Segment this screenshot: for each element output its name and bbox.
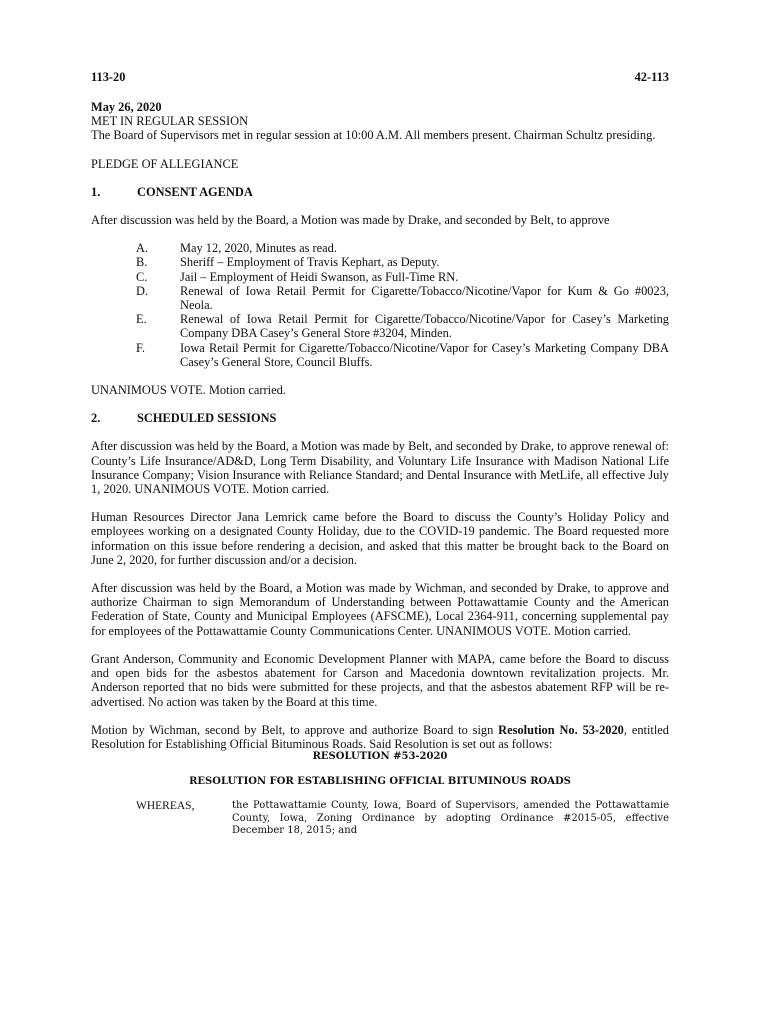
section-title: CONSENT AGENDA [137,184,253,199]
item-text: Renewal of Iowa Retail Permit for Cigarette/Tobacco/Nicotine/Vapor for Casey’s Marketing Company DBA Casey’s General Store #3204, Minden. [180,312,669,341]
meeting-intro: The Board of Supervisors met in regular session at 10:00 A.M. All members present. Chairman Schultz presiding. [91,128,656,143]
list-item [91,270,669,284]
item-letter: F. [136,340,145,355]
whereas-label: WHEREAS, [136,800,195,813]
page-header-right: 42-113 [634,70,669,84]
resolution-number: Resolution No. 53-2020 [498,722,624,737]
paragraph-holiday-policy: Human Resources Director Jana Lemrick came before the Board to discuss the County’s Holiday Policy and employees working on a designated County Holiday, due to the COVID-19 pandemic. The Board requested more information on this issue before rendering a decision, and asked that this matter be brought back to the Board on June 2, 2020, for further discussion and/or a decision. [91,510,669,567]
consent-items-list [91,241,669,369]
list-item [91,284,669,312]
list-item [91,255,669,269]
whereas-clause [91,800,669,838]
list-item [91,341,669,369]
page-header [91,70,669,84]
item-letter: D. [136,283,149,298]
pledge-line: PLEDGE OF ALLEGIANCE [91,156,239,171]
item-text: Renewal of Iowa Retail Permit for Cigarette/Tobacco/Nicotine/Vapor for Kum & Go #0023, Neola. [180,283,669,313]
paragraph-afscme: After discussion was held by the Board, a Motion was made by Wichman, and seconded by Drake, to approve and authorize Chairman to sign Memorandum of Understanding between Pottawattamie County and the American Federation of State, County and Municipal Employees (AFSCME), Local 2364-911, concerning supplemental pay for employees of the Pottawattamie County Communications Center. UNANIMOUS VOTE. Motion carried. [91,581,669,638]
session-line: MET IN REGULAR SESSION [91,114,249,129]
item-letter: C. [136,269,148,284]
item-text: May 12, 2020, Minutes as read. [180,241,337,256]
section-number: 1. [91,184,101,199]
motion-text: Motion by Wichman, second by Belt, to approve and authorize Board to sign [91,722,499,737]
item-letter: B. [136,255,148,270]
resolution-title: RESOLUTION #53-2020 [312,751,448,763]
section-title: SCHEDULED SESSIONS [137,411,277,426]
section-heading-consent [91,185,669,199]
item-letter: A. [136,241,149,256]
item-text: Jail – Employment of Heidi Swanson, as Full-Time RN. [180,269,459,284]
consent-vote: UNANIMOUS VOTE. Motion carried. [91,383,286,398]
page-header-left: 113-20 [91,70,126,84]
meeting-date: May 26, 2020 [91,100,162,114]
item-text: Sheriff – Employment of Travis Kephart, as Deputy. [180,255,440,270]
document-page [91,70,669,838]
item-text: Iowa Retail Permit for Cigarette/Tobacco/Nicotine/Vapor for Casey’s Marketing Company DBA Casey’s General Store, Council Bluffs. [180,340,669,369]
list-item [91,241,669,255]
resolution-block [91,751,669,838]
paragraph-resolution-motion [91,723,669,751]
section-heading-scheduled [91,411,669,425]
paragraph-insurance: After discussion was held by the Board, a Motion was made by Belt, and seconded by Drake, to approve renewal of: County’s Life Insurance/AD&D, Long Term Disability, and Voluntary Life Insurance with Madison National Life Insurance Company; Vision Insurance with Reliance Standard; and Dental Insurance with MetLife, all effective July 1, 2020. UNANIMOUS VOTE. Motion carried. [91,439,669,497]
motion-text-end: , entitled Resolution for Establishing Official Bituminous Roads. Said Resolution is set out as follows: [91,722,669,751]
section-number: 2. [91,411,101,426]
list-item [91,312,669,340]
item-letter: E. [136,312,147,327]
whereas-text: the Pottawattamie County, Iowa, Board of Supervisors, amended the Pottawattamie County, Iowa, Zoning Ordinance by adopting Ordinance #2015-05, effective December 18, 2015; and [232,800,669,837]
consent-intro: After discussion was held by the Board, a Motion was made by Drake, and seconded by Belt, to approve [91,213,610,228]
resolution-subtitle: RESOLUTION FOR ESTABLISHING OFFICIAL BITUMINOUS ROADS [189,775,571,787]
paragraph-asbestos: Grant Anderson, Community and Economic Development Planner with MAPA, came before the Board to discuss and open bids for the asbestos abatement for Carson and Macedonia downtown revitalization projects. Mr. Anderson reported that no bids were submitted for these projects, and that the asbestos abatement RFP will be re-advertised. No action was taken by the Board at this time. [91,651,669,709]
